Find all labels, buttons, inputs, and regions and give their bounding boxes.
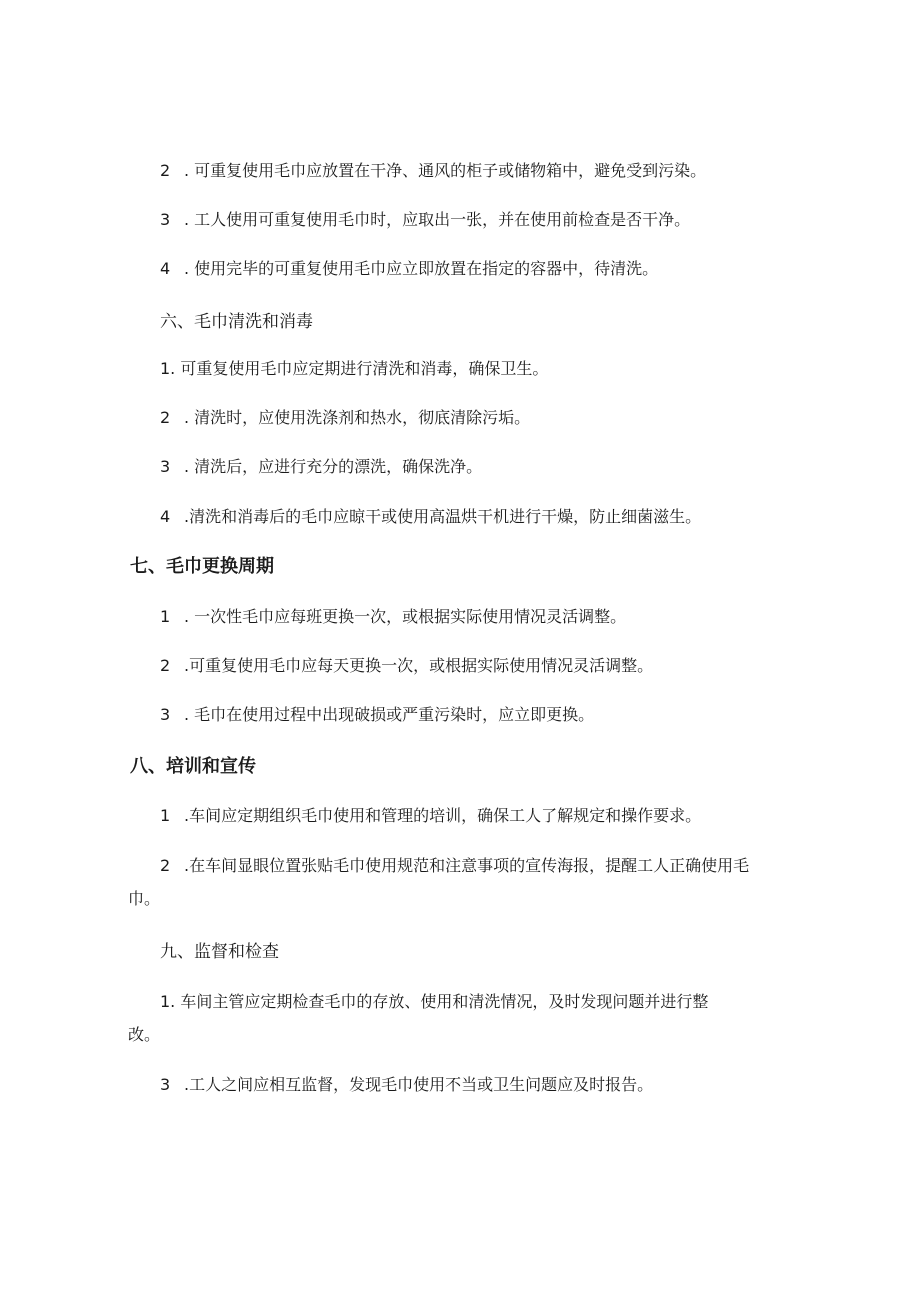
item-text: .车间应定期组织毛巾使用和管理的培训，确保工人了解规定和操作要求。 <box>184 806 702 825</box>
item-number: 3 <box>160 210 171 229</box>
item-number: 1 <box>160 806 171 825</box>
list-item <box>160 655 653 677</box>
section-heading-nine: 九、监督和检查 <box>160 942 279 962</box>
list-item <box>160 855 749 877</box>
item-text: . 使用完毕的可重复使用毛巾应立即放置在指定的容器中，待清洗。 <box>184 259 659 278</box>
list-item: 1. 可重复使用毛巾应定期进行清洗和消毒，确保卫生。 <box>160 359 549 378</box>
item-text: . 毛巾在使用过程中出现破损或严重污染时，应立即更换。 <box>184 705 595 724</box>
list-item <box>160 506 701 528</box>
section-heading-eight: 八、培训和宣传 <box>130 756 256 777</box>
item-number: 2 <box>160 856 171 875</box>
item-text: . 清洗后，应进行充分的漂洗，确保洗净。 <box>184 457 483 476</box>
item-number: 2 <box>160 408 171 427</box>
item-number: 3 <box>160 1075 171 1094</box>
section-heading-seven: 七、毛巾更换周期 <box>130 556 274 577</box>
item-text: . 工人使用可重复使用毛巾时，应取出一张，并在使用前检查是否干净。 <box>184 210 691 229</box>
item-text: .工人之间应相互监督，发现毛巾使用不当或卫生问题应及时报告。 <box>184 1075 654 1094</box>
item-number: 1 <box>160 607 171 626</box>
item-number: 2 <box>160 656 171 675</box>
list-item <box>160 606 626 628</box>
list-item <box>160 456 482 478</box>
list-item <box>160 805 701 827</box>
item-text: .清洗和消毒后的毛巾应晾干或使用高温烘干机进行干燥，防止细菌滋生。 <box>184 507 702 526</box>
list-item <box>160 704 594 726</box>
item-number: 4 <box>160 507 171 526</box>
item-text: . 一次性毛巾应每班更换一次，或根据实际使用情况灵活调整。 <box>184 607 627 626</box>
item-number: 3 <box>160 457 171 476</box>
item-number: 4 <box>160 259 171 278</box>
list-item <box>160 1074 653 1096</box>
list-item: 1. 车间主管应定期检查毛巾的存放、使用和清洗情况，及时发现问题并进行整 <box>160 992 709 1011</box>
item-text: .在车间显眼位置张贴毛巾使用规范和注意事项的宣传海报，提醒工人正确使用毛 <box>184 856 750 875</box>
item-text: . 可重复使用毛巾应放置在干净、通风的柜子或储物箱中，避免受到污染。 <box>184 161 707 180</box>
list-item <box>160 258 658 280</box>
item-text: .可重复使用毛巾应每天更换一次，或根据实际使用情况灵活调整。 <box>184 656 654 675</box>
list-item <box>160 407 530 429</box>
item-number: 3 <box>160 705 171 724</box>
list-item-continuation: 改。 <box>128 1025 161 1044</box>
list-item <box>160 209 690 231</box>
list-item <box>160 160 706 182</box>
section-heading-six: 六、毛巾清洗和消毒 <box>160 312 313 332</box>
list-item-continuation: 巾。 <box>128 889 161 908</box>
item-text: . 清洗时，应使用洗涤剂和热水，彻底清除污垢。 <box>184 408 531 427</box>
item-number: 2 <box>160 161 171 180</box>
